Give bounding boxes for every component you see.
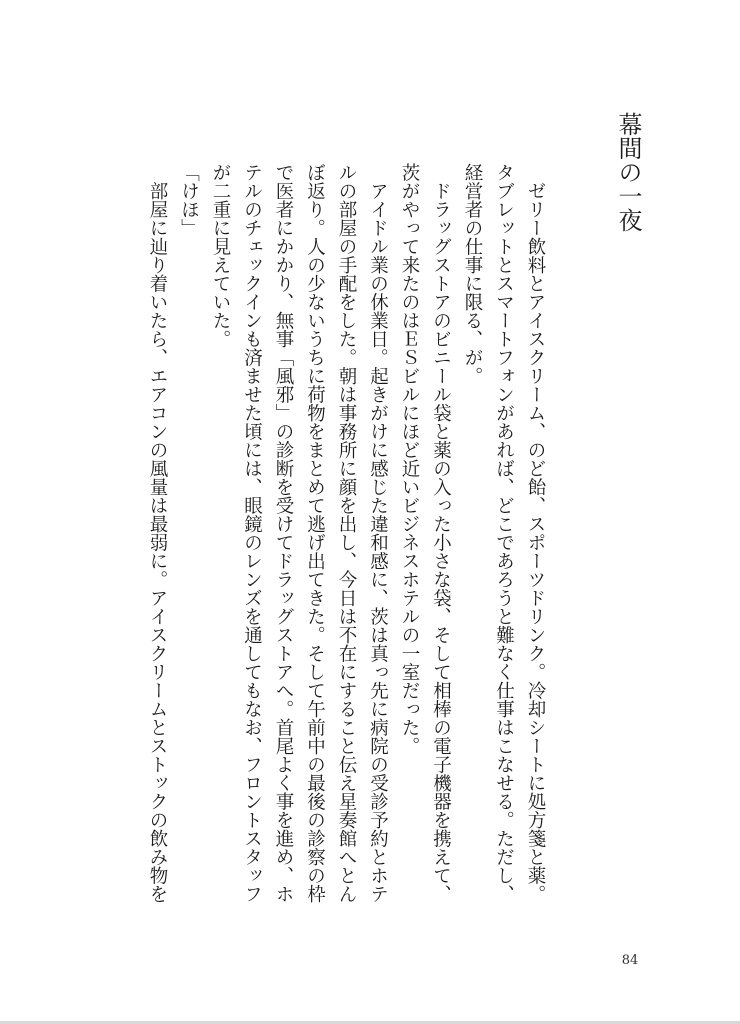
text-line: アイドル業の休業日。起きがけに感じた違和感に、茨は真っ先に病院の受診予約とホテ xyxy=(367,163,389,903)
text-line: ドラッグストアのビニール袋と薬の入った小さな袋、そして相棒の電子機器を携えて、 xyxy=(430,163,452,903)
text-line: 経営者の仕事に限る、が。 xyxy=(462,163,483,385)
chapter-title: 幕間の一夜 xyxy=(614,112,642,232)
page-number: 84 xyxy=(621,953,639,968)
text-line: 「けほ」 xyxy=(178,163,200,237)
text-line: で医者にかかり、無事「風邪」の診断を受けてドラッグストアへ。首尾よく事を進め、ホ xyxy=(273,163,294,903)
text-line: ぼ返り。人の少ないうちに荷物をまとめて逃げ出てきた。そして午前中の最後の診察の枠 xyxy=(304,163,326,903)
text-line: 茨がやって来たのはＥＳビルにほど近いビジネスホテルの一室だった。 xyxy=(399,163,420,755)
text-line: タブレットとスマートフォンがあれば、どこであろうと難なく仕事はこなせる。ただし、 xyxy=(493,163,515,903)
text-line: テルのチェックインも済ませた頃には、眼鏡のレンズを通してもなお、フロントスタッフ xyxy=(241,163,263,903)
text-line: 部屋に辿り着いたら、エアコンの風量は最弱に。アイスクリームとストックの飲み物を xyxy=(147,163,168,903)
body-text xyxy=(142,163,552,909)
text-line: ゼリー飲料とアイスクリーム、のど飴、スポーツドリンク。冷却シートに処方箋と薬。 xyxy=(525,163,546,903)
text-line: が二重に見えていた。 xyxy=(210,163,231,348)
text-line: ルの部屋の手配をした。朝は事務所に顔を出し、今日は不在にすること伝え星奏館へとん xyxy=(336,163,357,903)
